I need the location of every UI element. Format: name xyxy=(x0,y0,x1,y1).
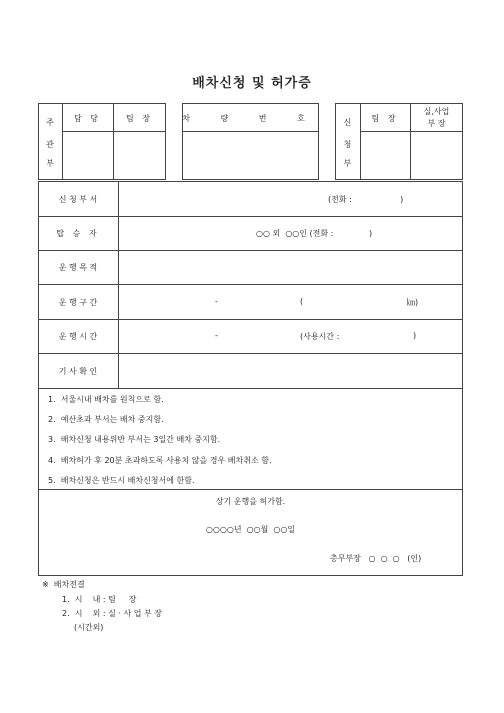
host-dept-char-2: 관 xyxy=(46,140,54,149)
note-5: 5. 배차신청은 반드시 배차신청서에 한함. xyxy=(48,476,195,485)
row-label-passenger: 탑 승 자 xyxy=(56,229,100,238)
page-title: 배차신청 및 허가증 xyxy=(192,76,312,91)
footnote-heading: ※ 배차전결 xyxy=(42,580,85,589)
passenger-phone: ○○ 외 ○○인 (전화 : ) xyxy=(256,229,373,238)
approval-signer: 총무부장 ○ ○ ○ (인) xyxy=(330,554,422,563)
request-form-table xyxy=(38,181,463,576)
row-label-request-dept: 신 청 부 서 xyxy=(58,195,98,204)
host-dept-leader-header: 팀 장 xyxy=(126,114,153,123)
time-paren-close: ) xyxy=(413,331,417,340)
request-dept-char-1: 신 xyxy=(343,118,352,127)
request-dept-director-header-2: 부 장 xyxy=(427,119,446,128)
footnote-item-2: 2. 시 외 : 실 · 사 업 부 장 xyxy=(62,609,163,618)
request-dept-char-3: 부 xyxy=(343,159,352,168)
note-2: 2. 예산초과 부서는 배차 중지함. xyxy=(48,415,164,424)
note-4: 4. 배차허가 후 20분 초과하도록 사용치 않을 경우 배차취소 함. xyxy=(48,456,272,465)
route-paren-open: ( xyxy=(300,297,304,306)
note-3: 3. 배차신청 내용위반 부서는 3일간 배차 중지함. xyxy=(48,435,221,444)
host-dept-char-1: 주 xyxy=(46,118,54,127)
row-label-route: 운 행 구 간 xyxy=(58,298,98,307)
time-dash: - xyxy=(215,331,218,340)
approval-statement: 상기 운행을 허가함. xyxy=(215,497,286,506)
host-dept-char-3: 부 xyxy=(46,159,54,168)
footnote-extra: (시간외) xyxy=(74,623,104,632)
request-dept-leader-header: 팀 장 xyxy=(371,114,399,123)
row-label-purpose: 운 행 목 적 xyxy=(58,263,98,272)
route-dash: - xyxy=(215,297,218,306)
footnote-item-1: 1. 시 내 : 팀 장 xyxy=(62,595,137,604)
host-dept-staff-header: 담 당 xyxy=(74,114,101,123)
vehicle-number-header: 차 량 번 호 xyxy=(182,114,319,123)
request-dept-char-2: 청 xyxy=(343,140,352,149)
row-label-driver-check: 기 사 확 인 xyxy=(58,367,98,376)
time-usage-label: (사용시간 : xyxy=(300,332,340,341)
request-dept-phone: (전화 : ) xyxy=(328,195,404,204)
route-km: ㎞) xyxy=(407,298,419,307)
approval-date: ○○○○년 ○○월 ○○일 xyxy=(205,525,296,534)
request-dept-director-header-1: 실,사업 xyxy=(423,107,450,116)
row-label-time: 운 행 시 간 xyxy=(58,332,98,341)
note-1: 1. 서울시내 배차를 원칙으로 함. xyxy=(48,395,164,404)
